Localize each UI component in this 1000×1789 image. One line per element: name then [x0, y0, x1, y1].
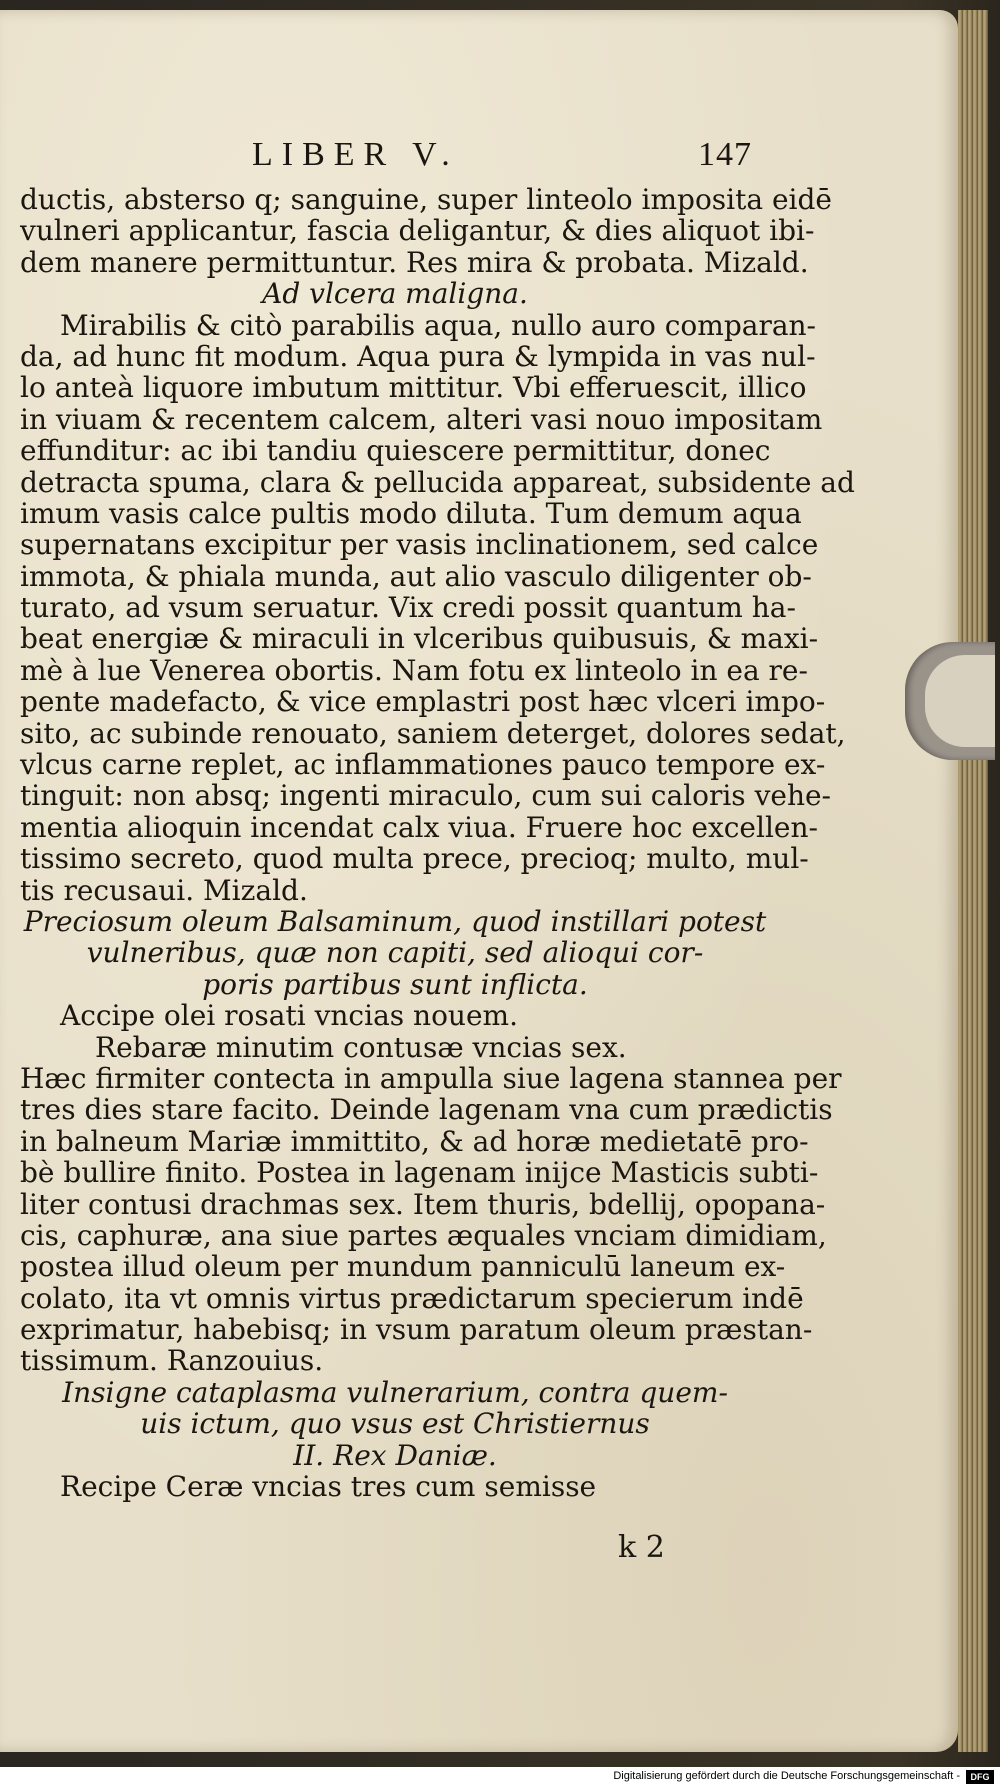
text-line: tis recusaui. Mizald.: [20, 873, 308, 907]
text-line: da, ad hunc fit modum. Aqua pura & lympida in vas nul-: [20, 339, 816, 373]
text-line: tinguit: non absq; ingenti miraculo, cum sui caloris vehe-: [20, 779, 832, 813]
text-line: tres dies stare facito. Deinde lagenam vna cum prædictis: [20, 1093, 833, 1127]
text-line: bè bullire finito. Postea in lagenam inijce Masticis subti-: [20, 1156, 819, 1190]
text-line: imum vasis calce pultis modo diluta. Tum demum aqua: [20, 496, 802, 530]
page-edges: [958, 10, 988, 1752]
text-line: Accipe olei rosati vncias nouem.: [60, 999, 518, 1033]
text-line: effunditur: ac ibi tandiu quiescere permittitur, donec: [20, 434, 771, 468]
dfg-logo: DFG: [966, 1770, 994, 1784]
section-heading: poris partibus sunt inflicta.: [202, 967, 588, 1001]
text-line: vulneri applicantur, fascia deligantur, & dies aliquot ibi-: [20, 214, 815, 248]
text-line: turato, ad vsum seruatur. Vix credi possit quantum ha-: [20, 591, 796, 625]
text-line: Recipe Ceræ vncias tres cum semisse: [60, 1470, 597, 1504]
text-line: tissimo secreto, quod multa prece, precioq; multo, mul-: [20, 842, 809, 876]
page-clip-hole: [925, 655, 995, 747]
text-line: colato, ita vt omnis virtus prædictarum specierum indē: [20, 1281, 804, 1315]
text-line: Hæc firmiter contecta in ampulla siue lagena stannea per: [20, 1061, 842, 1095]
section-heading: uis ictum, quo vsus est Christiernus: [140, 1407, 650, 1441]
text-line: dem manere permittuntur. Res mira & probata. Mizald.: [20, 245, 809, 279]
text-line: beat energiæ & miraculi in vlceribus quibusuis, & maxi-: [20, 622, 819, 656]
section-heading: vulneribus, quæ non capiti, sed alioqui cor-: [86, 936, 704, 970]
text-line: Mirabilis & citò parabilis aqua, nullo auro comparan-: [60, 308, 817, 342]
text-line: tissimum. Ranzouius.: [20, 1344, 324, 1378]
signature-mark: k 2: [618, 1530, 665, 1565]
section-heading: Insigne cataplasma vulnerarium, contra quem-: [62, 1375, 728, 1409]
text-line: lo anteà liquore imbutum mittitur. Vbi efferuescit, illico: [20, 371, 807, 405]
section-heading: Ad vlcera maligna.: [262, 277, 528, 311]
text-line: in balneum Mariæ immittito, & ad horæ medietatē pro-: [20, 1124, 809, 1158]
text-line: pente madefacto, & vice emplastri post hæc vlceri impo-: [20, 685, 826, 719]
text-line: exprimatur, habebisq; in vsum paratum oleum præstan-: [20, 1313, 813, 1347]
text-line: liter contusi drachmas sex. Item thuris, bdellij, opopana-: [20, 1187, 826, 1221]
text-line: vlcus carne replet, ac inflammationes pauco tempore ex-: [20, 748, 826, 782]
text-line: detracta spuma, clara & pellucida appareat, subsidente ad: [20, 465, 855, 499]
page-number: 147: [698, 136, 752, 173]
text-line: sito, ac subinde renouato, saniem deterget, dolores sedat,: [20, 716, 846, 750]
header-title: LIBER V.: [252, 136, 459, 173]
text-line: mentia alioquin incendat calx viua. Fruere hoc excellen-: [20, 810, 818, 844]
section-heading: Preciosum oleum Balsaminum, quod instillari potest: [23, 904, 767, 938]
text-line: ductis, absterso q; sanguine, super linteolo imposita eidē: [20, 183, 832, 216]
text-line: Rebaræ minutim contusæ vncias sex.: [95, 1030, 627, 1064]
text-line: immota, & phiala munda, aut alio vasculo diligenter ob-: [20, 559, 812, 593]
text-line: supernatans excipitur per vasis inclinationem, sed calce: [20, 528, 819, 562]
text-line: cis, caphuræ, ana siue partes æquales vnciam dimidiam,: [20, 1218, 827, 1252]
text-line: mè à lue Venerea obortis. Nam fotu ex linteolo in ea re-: [20, 653, 808, 687]
section-heading: II. Rex Daniæ.: [293, 1438, 497, 1472]
footer-credit: Digitalisierung gefördert durch die Deutsche Forschungsgemeinschaft -: [613, 1770, 960, 1782]
text-line: postea illud oleum per mundum panniculū laneum ex-: [20, 1250, 786, 1284]
body-text: [20, 140, 855, 1504]
text-line: in viuam & recentem calcem, alteri vasi nouo impositam: [20, 402, 823, 436]
